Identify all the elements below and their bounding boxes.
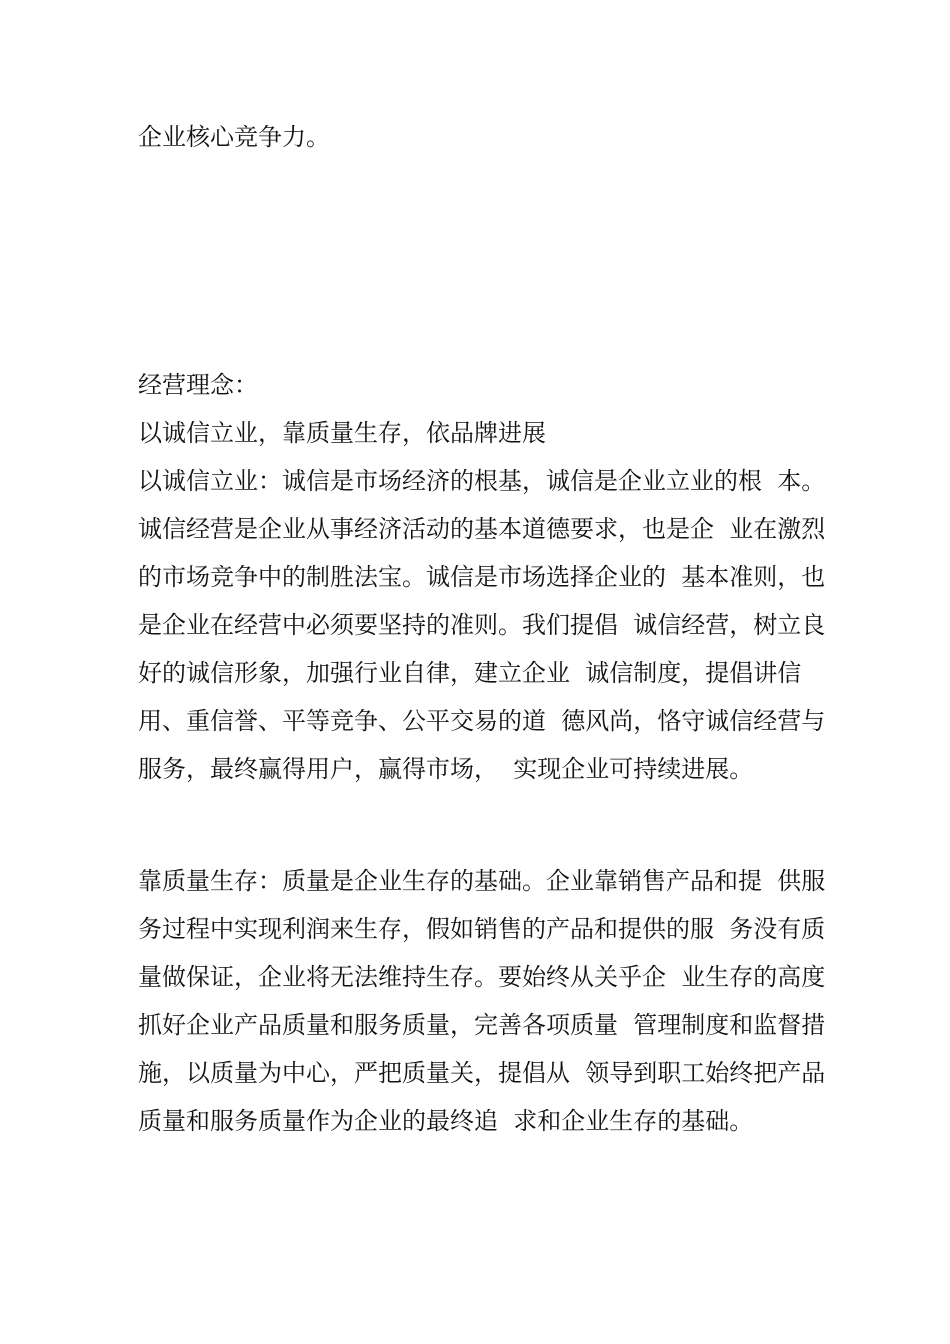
intro-tail-line: 企业核心竞争力。	[138, 123, 330, 151]
paragraph-line: 以诚信立业：诚信是市场经济的根基，诚信是企业立业的根 本。	[138, 467, 826, 495]
paragraph-line: 施，以质量为中心，严把质量关，提倡从 领导到职工始终把产品	[138, 1059, 826, 1087]
paragraph-line: 服务，最终赢得用户，赢得市场， 实现企业可持续进展。	[138, 755, 754, 783]
paragraph-line: 是企业在经营中必须要坚持的准则。我们提倡 诚信经营，树立良	[138, 611, 826, 639]
paragraph-line: 的市场竞争中的制胜法宝。诚信是市场选择企业的 基本准则，也	[138, 563, 826, 591]
paragraph-line: 诚信经营是企业从事经济活动的基本道德要求，也是企 业在激烈	[138, 515, 826, 543]
concept-heading: 经营理念：	[138, 371, 258, 399]
paragraph-line: 靠质量生存：质量是企业生存的基础。企业靠销售产品和提 供服	[138, 867, 826, 895]
paragraph-line: 量做保证，企业将无法维持生存。要始终从关乎企 业生存的高度	[138, 963, 826, 991]
paragraph-line: 务过程中实现利润来生存，假如销售的产品和提供的服 务没有质	[138, 915, 826, 943]
paragraph-line: 质量和服务质量作为企业的最终追 求和企业生存的基础。	[138, 1107, 754, 1135]
paragraph-line: 用、重信誉、平等竞争、公平交易的道 德风尚，恪守诚信经营与	[138, 707, 826, 735]
slogan-line: 以诚信立业，靠质量生存，依品牌进展	[138, 419, 546, 447]
paragraph-line: 抓好企业产品质量和服务质量，完善各项质量 管理制度和监督措	[138, 1011, 826, 1039]
paragraph-line: 好的诚信形象，加强行业自律，建立企业 诚信制度，提倡讲信	[138, 659, 802, 687]
